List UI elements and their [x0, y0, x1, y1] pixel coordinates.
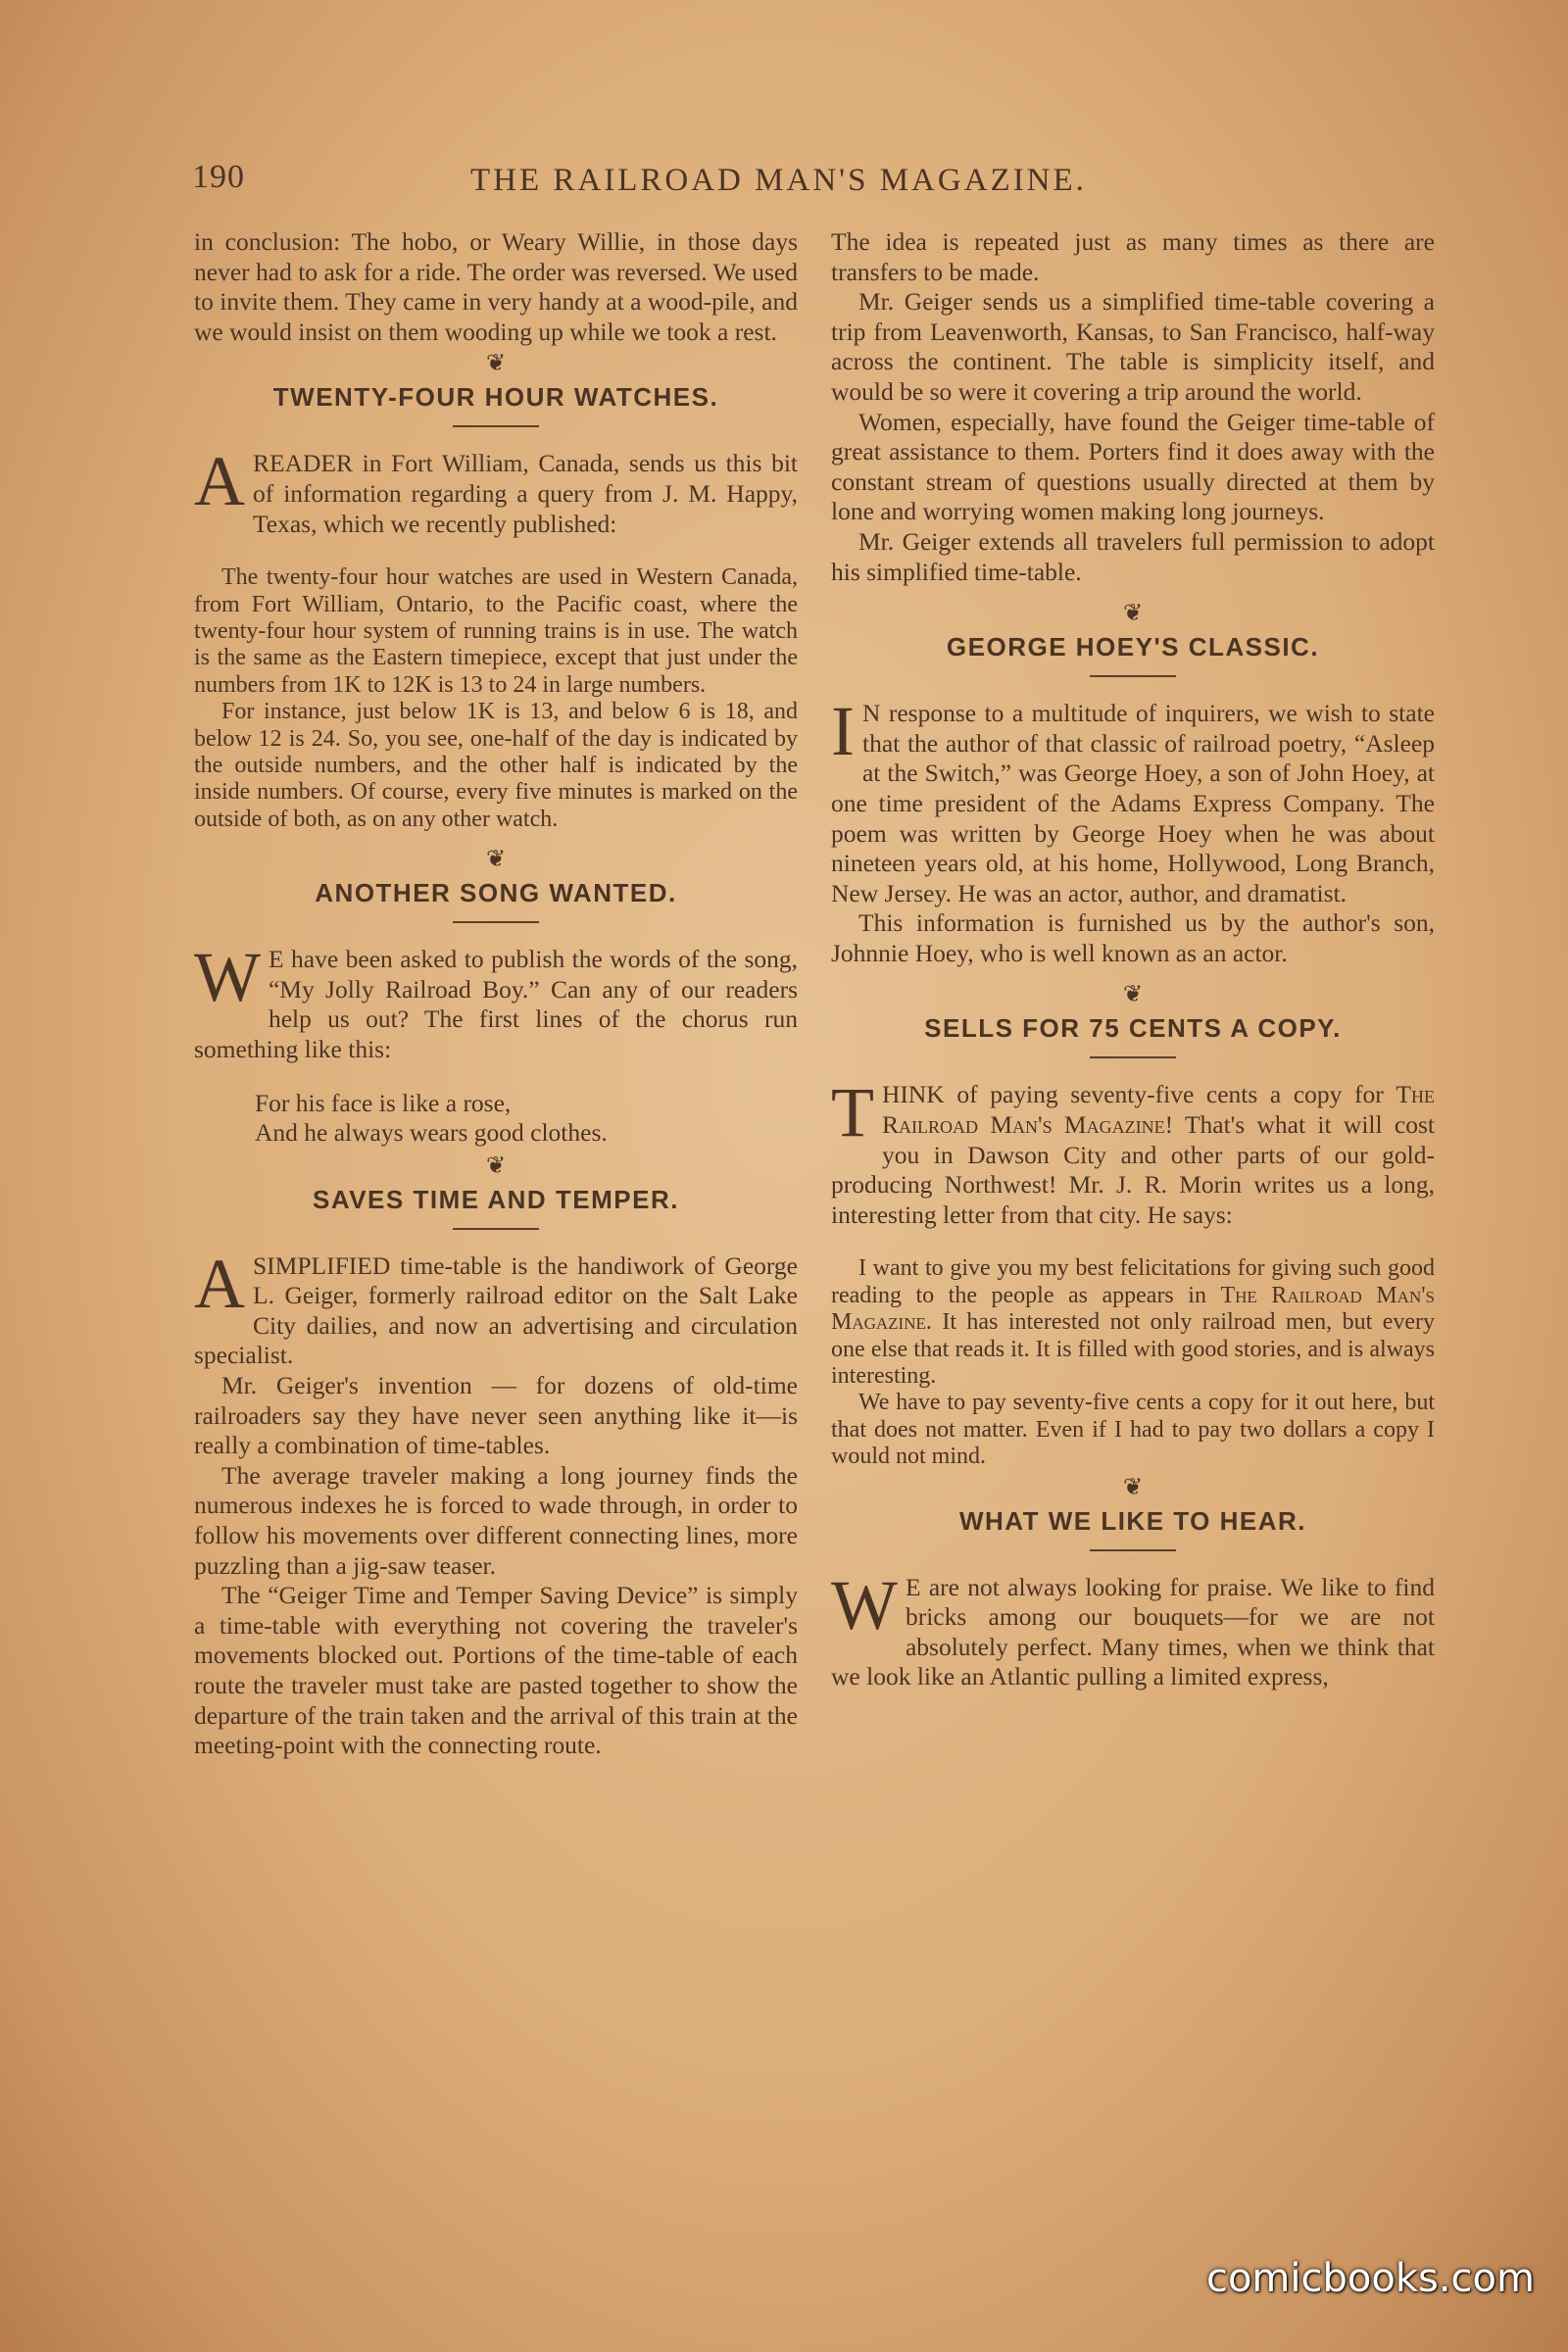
- section-title: WHAT WE LIKE TO HEAR.: [958, 1505, 1307, 1536]
- verse-line: For his face is like a rose,: [255, 1088, 512, 1117]
- divider: [453, 1228, 539, 1230]
- watermark: comicbooks.com: [1205, 2256, 1535, 2301]
- quoted-block: [831, 1255, 1435, 1470]
- running-head: THE RAILROAD MAN'S MAGAZINE.: [470, 163, 1087, 198]
- drop-cap: A: [194, 442, 245, 521]
- section-paragraph: W E have been asked to publish the words of the song, “My Jolly Railroad Boy.” Can any of our readers help us out? The first lines of the chorus run something like this:: [194, 938, 798, 1063]
- section-title: TWENTY-FOUR HOUR WATCHES.: [272, 382, 719, 413]
- quoted-block: [194, 564, 798, 833]
- ornament: ❦: [1122, 982, 1144, 1008]
- intro-paragraph: Women, especially, have found the Geiger time-table of great assistance to them. Porters find it does away with the constant stream of questions usually directed at them by lone and worrying women making long journeys.: [831, 407, 1435, 526]
- ornament: ❦: [485, 847, 507, 873]
- divider: [1090, 1549, 1176, 1551]
- section-title: GEORGE HOEY'S CLASSIC.: [946, 632, 1320, 662]
- section-paragraph: AREADER in Fort William, Canada, sends us this bit of information regarding a query from J. M. Happy, Texas, which we recently published:: [194, 442, 798, 538]
- section-title: ANOTHER SONG WANTED.: [315, 878, 677, 908]
- ornament: ❦: [485, 351, 507, 377]
- right-column: [831, 227, 1435, 1692]
- divider: [1090, 675, 1176, 677]
- intro-paragraph: Mr. Geiger extends all travelers full permission to adopt his simplified time-table.: [831, 526, 1435, 586]
- quote-paragraph: The twenty-four hour watches are used in Western Canada, from Fort William, Ontario, to the Pacific coast, where the twenty-four hour system of running trains is in use. The watch is the same as the Eastern timepiece, except that just under the numbers from 1K to 12K is 13 to 24 in large numbers.: [194, 564, 798, 698]
- drop-cap: W: [194, 938, 261, 1017]
- song-verse: [255, 1089, 798, 1148]
- ornament: ❦: [485, 1152, 507, 1179]
- section-paragraph: W E are not always looking for praise. We like to find bricks among our bouquets—for we are not absolutely perfect. Many times, when we think that we look like an Atlantic pulling a limited express,: [831, 1565, 1435, 1691]
- section-paragraph: THINK of paying seventy-five cents a copy for The Railroad Man's Magazine! That's what it will cost you in Dawson City and other parts of our gold-producing Northwest! Mr. J. R. Morin writes us a long, interesting letter from that city. He says:: [831, 1073, 1435, 1229]
- section-paragraph: The “Geiger Time and Temper Saving Device” is simply a time-table with everything not covering the traveler's movements blocked out. Portions of the time-table of each route the traveler must take are pasted together to show the departure of the train taken and the arrival of this train at the meeting-point with the connecting route.: [194, 1581, 798, 1760]
- page-number: 190: [192, 159, 245, 195]
- quote-paragraph: We have to pay seventy-five cents a copy for it out here, but that does not matter. Even if I had to pay two dollars a copy I would not mind.: [831, 1390, 1435, 1470]
- verse-line: And he always wears good clothes.: [255, 1117, 608, 1147]
- magazine-title: The Railroad Man's Magazine: [881, 1080, 1435, 1140]
- drop-cap: I: [831, 692, 855, 771]
- section-title: SELLS FOR 75 CENTS A COPY.: [924, 1013, 1342, 1044]
- drop-cap: W: [831, 1565, 898, 1644]
- drop-cap: T: [831, 1073, 874, 1152]
- magazine-title: The Railroad Man's Magazine: [831, 1282, 1436, 1336]
- section-title: SAVES TIME AND TEMPER.: [313, 1184, 679, 1214]
- intro-paragraph: The idea is repeated just as many times as there are transfers to be made.: [831, 227, 1435, 286]
- section-paragraph: ASIMPLIFIED time-table is the handiwork of George L. Geiger, formerly railroad editor on the Salt Lake City dailies, and now an advertising and circulation specialist.: [194, 1244, 798, 1370]
- intro-paragraph: Mr. Geiger sends us a simplified time-table covering a trip from Leavenworth, Kansas, to San Francisco, half-way across the continent. The table is simplicity itself, and would be so were it covering a trip around the world.: [831, 287, 1435, 406]
- ornament: ❦: [1122, 1474, 1144, 1500]
- section-paragraph: Mr. Geiger's invention — for dozens of old-time railroaders say they have never seen anything like it—is really a combination of time-tables.: [194, 1370, 798, 1460]
- divider: [1090, 1056, 1176, 1058]
- ornament: ❦: [1122, 601, 1144, 627]
- section-paragraph: The average traveler making a long journey finds the numerous indexes he is forced to wade through, in order to follow his movements over different connecting lines, more puzzling than a jig-saw teaser.: [194, 1460, 798, 1580]
- divider: [453, 921, 539, 923]
- drop-cap: A: [194, 1244, 245, 1323]
- quote-paragraph: I want to give you my best felicitations for giving such good reading to the people as appears in The Railroad Man's Magazine. It has interested not only railroad men, but every one else that reads it. It is filled with good stories, and is always interesting.: [831, 1255, 1436, 1390]
- section-paragraph: This information is furnished us by the author's son, Johnnie Hoey, who is well known as an actor.: [831, 908, 1435, 967]
- section-paragraph: I N response to a multitude of inquirers, we wish to state that the author of that classic of railroad poetry, “Asleep at the Switch,” was George Hoey, a son of John Hoey, at one time president of the Adams Express Company. The poem was written by George Hoey when he was about nineteen years old, at his home, Hollywood, Long Branch, New Jersey. He was an actor, author, and dramatist.: [831, 692, 1435, 907]
- divider: [453, 425, 539, 427]
- left-column: [194, 227, 798, 1761]
- quote-paragraph: For instance, just below 1K is 13, and below 6 is 18, and below 12 is 24. So, you see, one-half of the day is indicated by the outside numbers, and the other half is indicated by the inside numbers. Of course, every five minutes is marked on the outside of both, as on any other watch.: [194, 699, 798, 832]
- intro-paragraph: in conclusion: The hobo, or Weary Willie, in those days never had to ask for a ride. The order was reversed. We used to invite them. They came in very handy at a wood-pile, and we would insist on them wooding up while we took a rest.: [194, 227, 798, 346]
